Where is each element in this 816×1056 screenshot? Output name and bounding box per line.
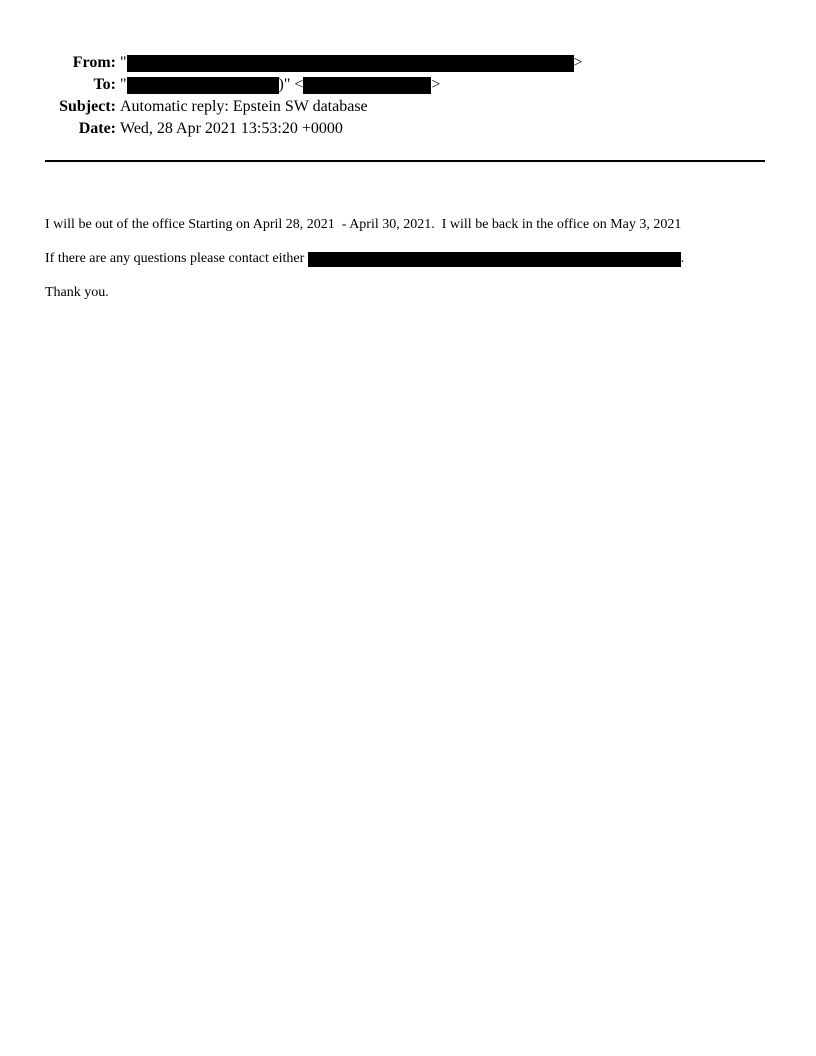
from-value: [120, 52, 583, 74]
email-body: [45, 216, 684, 318]
redaction-bar: [303, 77, 431, 94]
contact-prefix: If there are any questions please contact either: [45, 251, 308, 266]
to-open-quote: ": [120, 76, 127, 93]
to-label: To:: [93, 76, 116, 93]
to-close-bracket: >: [431, 76, 441, 93]
redaction-bar: [127, 55, 574, 72]
from-open-quote: ": [120, 54, 127, 71]
contact-suffix: .: [680, 251, 685, 266]
to-row: [0, 74, 583, 96]
to-mid-text: )" <: [278, 76, 304, 93]
date-value: Wed, 28 Apr 2021 13:53:20 +0000: [120, 120, 343, 137]
from-label: From:: [72, 54, 116, 71]
redaction-bar: [308, 252, 681, 267]
from-row: [0, 52, 583, 74]
to-value: [120, 74, 440, 96]
date-label: Date:: [78, 120, 116, 137]
redaction-bar: [127, 77, 279, 94]
date-row: [0, 118, 583, 140]
from-close-bracket: >: [573, 54, 583, 71]
subject-value: Automatic reply: Epstein SW database: [120, 98, 368, 115]
header-divider: [45, 160, 765, 162]
body-paragraph-contact: [45, 250, 684, 268]
subject-row: [0, 96, 583, 118]
body-paragraph-thanks: Thank you.: [45, 285, 109, 300]
subject-label: Subject:: [59, 98, 116, 115]
body-paragraph-out-of-office: I will be out of the office Starting on April 28, 2021 - April 30, 2021. I will be back in the office on May 3, 2021: [45, 217, 682, 232]
email-header: [0, 52, 583, 140]
